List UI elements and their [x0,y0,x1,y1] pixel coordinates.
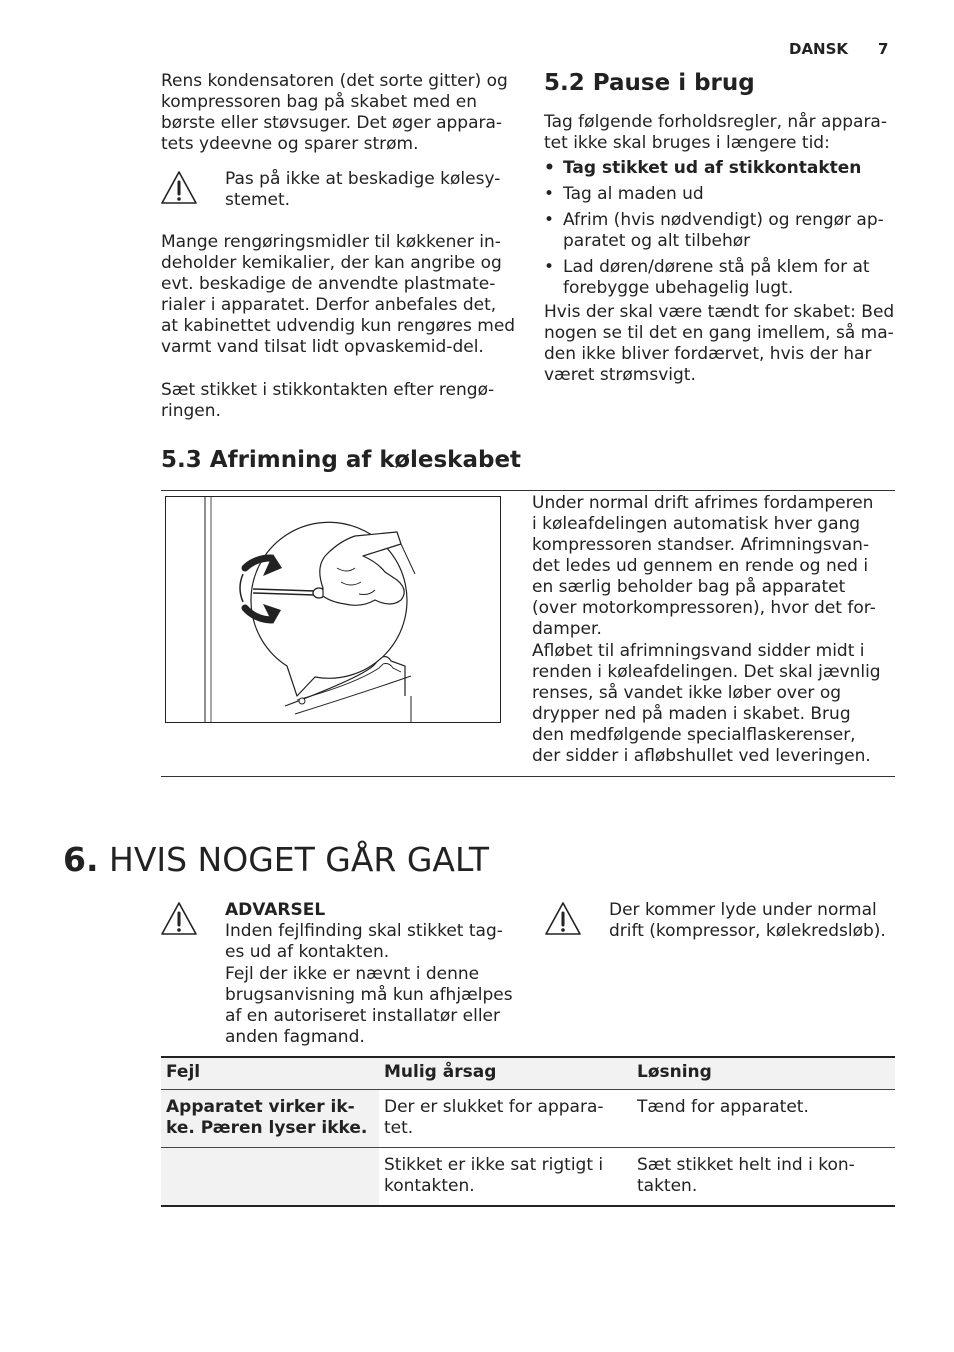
warning-text-unplug: Inden fejlfinding skal stikket tag-es ud af kontakten. [225,921,503,962]
cleaning-paragraph-1: Rens kondensatoren (det sorte gitter) og kompressoren bag på skabet med en børste eller støvsuger. Det øger appara-tets ydeevne og sparer strøm. [161,71,508,154]
noise-note: Der kommer lyde under normal drift (kompressor, kølekredsløb). [609,900,886,941]
section-heading-pause [544,69,755,97]
cause-cell: Der er slukket for appara-tet. [384,1097,604,1138]
section-title-defrost: Afrimning af køleskabet [209,447,522,473]
chapter-number: 6. [63,840,99,879]
list-item: • Afrim (hvis nødvendigt) og rengør ap-paratet og alt tilbehør [544,210,889,252]
cleaning-paragraph-2: Mange rengøringsmidler til køkkener in-deholder kemikalier, der kan angribe og evt. beskadige de anvendte plastmate-rialer i apparatet. Derfor anbefales det, at kabinettet udvendig kun rengøres med varmt vand tilsat lidt opvaskemid-del. [161,232,516,357]
list-item: • Tag stikket ud af stikkontakten [544,158,889,179]
warning-icon [160,901,198,937]
pause-paragraph: Hvis der skal være tændt for skabet: Bed nogen se til det en gang imellem, så ma-den ikke bliver fordærvet, hvis der har været strømsvigt. [544,302,895,385]
section-title-pause: Pause i brug [592,70,755,96]
warning-icon [160,170,198,206]
pause-bullet-list [544,158,889,304]
divider [161,490,895,491]
solution-cell: Tænd for apparatet. [637,1097,809,1117]
table-row [161,1090,895,1148]
section-number-pause: 5.2 [544,70,585,96]
column-header-cause: Mulig årsag [379,1057,632,1090]
table-row [161,1148,895,1207]
warning-icon [544,901,582,937]
warning-text-authorised: Fejl der ikke er nævnt i denne brugsanvisning må kun afhjælpes af en autoriseret installatør eller anden fagmand. [225,964,513,1047]
solution-cell: Sæt stikket helt ind i kon-takten. [637,1155,855,1196]
page-number: 7 [878,40,889,58]
list-item: • Lad døren/dørene stå på klem for at forebygge ubehagelig lugt. [544,257,889,299]
header-language: DANSK [789,40,849,58]
cleaning-paragraph-3: Sæt stikket i stikkontakten efter rengø-ringen. [161,380,495,421]
column-header-fault: Fejl [161,1057,379,1090]
fault-cell [161,1148,379,1207]
table-header-row [161,1057,895,1090]
list-item: • Tag al maden ud [544,184,889,205]
chapter-heading [63,840,489,880]
section-heading-defrost [161,446,521,474]
fault-cell: Apparatet virker ik-ke. Pæren lyser ikke. [161,1090,379,1148]
defrost-paragraph-1: Under normal drift afrimes fordamperen i køleafdelingen automatisk hver gang kompressoren standser. Afrimningsvan-det ledes ud gennem en rende og ned i en særlig beholder bag på apparatet (over motorkompressoren), hvor det for-damper. [532,493,876,639]
section-number-defrost: 5.3 [161,447,202,473]
defrost-drain-illustration [165,496,501,723]
defrost-paragraph-2: Afløbet til afrimningsvand sidder midt i renden i køleafdelingen. Det skal jævnlig renses, så vandet ikke løber over og drypper ned på maden i skabet. Brug den medfølgende specialflaskerenser, der sidder i afløbshullet ved leveringen. [532,641,881,766]
warning-text-cooling-system: Pas på ikke at beskadige kølesy-stemet. [225,169,501,210]
warning-title: ADVARSEL [225,900,326,920]
pause-intro: Tag følgende forholdsregler, når appara-tet ikke skal bruges i længere tid: [544,112,887,153]
troubleshooting-table [161,1056,895,1207]
cause-cell: Stikket er ikke sat rigtigt i kontakten. [384,1155,604,1196]
divider [161,776,895,777]
column-header-solution: Løsning [632,1057,895,1090]
chapter-title: HVIS NOGET GÅR GALT [109,840,489,879]
